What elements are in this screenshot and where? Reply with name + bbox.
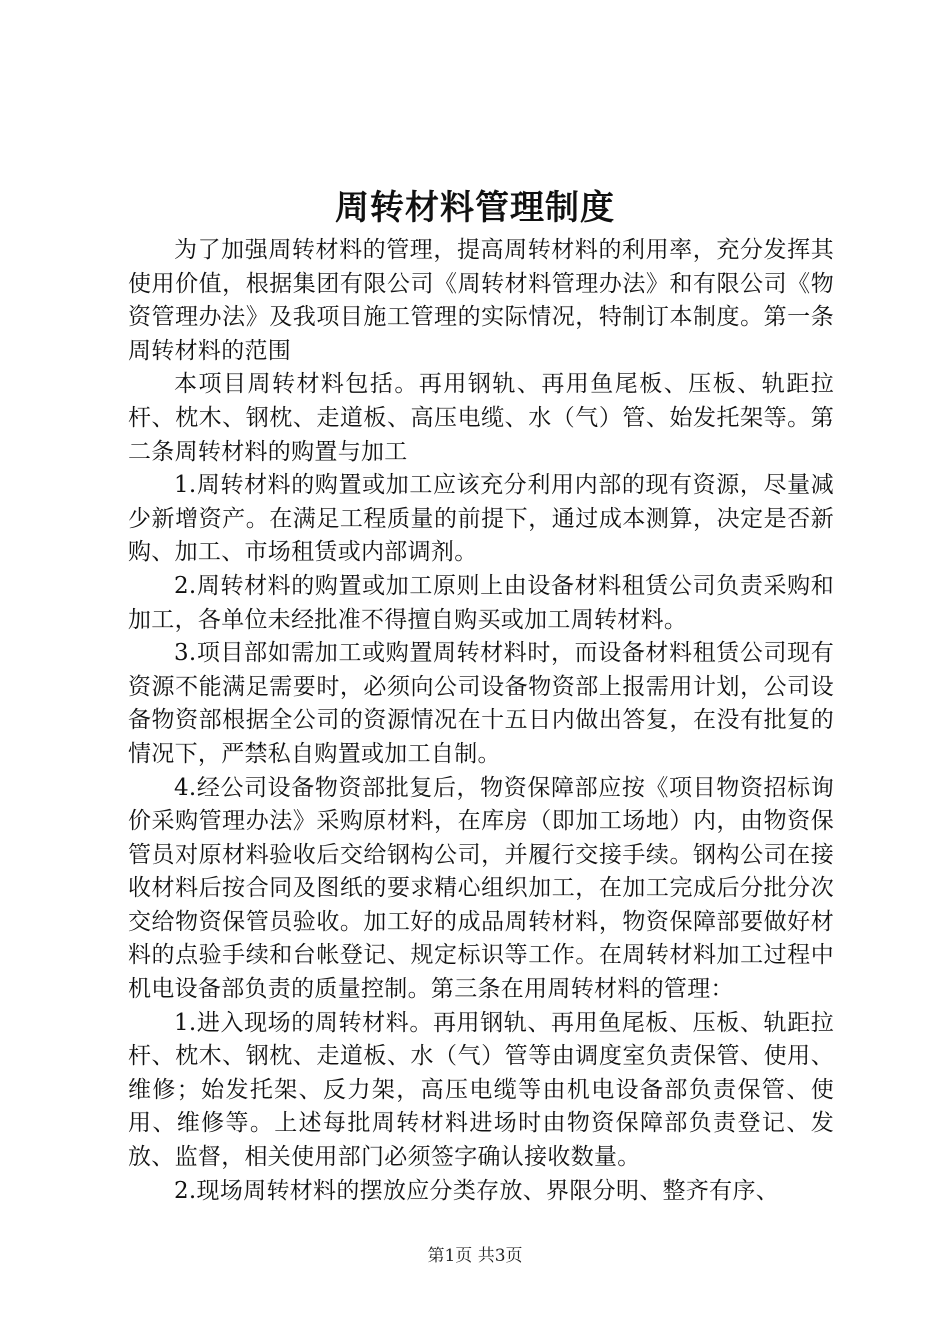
page-footer: 第1页 共3页 (427, 1246, 523, 1266)
paragraph: 1.进入现场的周转材料。再用钢轨、再用鱼尾板、压板、轨距拉杆、枕木、钢枕、走道板、水（气）管等由调度室负责保管、使用、维修；始发托架、反力架，高压电缆等由机电设备部负责保管、使用、维修等。上述每批周转材料进场时由物资保障部负责登记、发放、监督，相关使用部门必须签字确认接收数量。 (128, 1009, 834, 1171)
paragraph: 1.周转材料的购置或加工应该充分利用内部的现有资源，尽量减少新增资产。在满足工程质量的前提下，通过成本测算，决定是否新购、加工、市场租赁或内部调剂。 (128, 472, 834, 566)
paragraph: 4.经公司设备物资部批复后，物资保障部应按《项目物资招标询价采购管理办法》采购原材料，在库房（即加工场地）内，由物资保管员对原材料验收后交给钢构公司，并履行交接手续。钢构公司在接收材料后按合同及图纸的要求精心组织加工，在加工完成后分批分次交给物资保管员验收。加工好的成品周转材料，物资保障部要做好材料的点验手续和台帐登记、规定标识等工作。在周转材料加工过程中机电设备部负责的质量控制。第三条在用周转材料的管理： (128, 774, 834, 1003)
document-title: 周转材料管理制度 (335, 188, 615, 228)
paragraph: 本项目周转材料包括。再用钢轨、再用鱼尾板、压板、轨距拉杆、枕木、钢枕、走道板、高压电缆、水（气）管、始发托架等。第二条周转材料的购置与加工 (128, 371, 834, 465)
paragraph: 为了加强周转材料的管理，提高周转材料的利用率，充分发挥其使用价值，根据集团有限公司《周转材料管理办法》和有限公司《物资管理办法》及我项目施工管理的实际情况，特制订本制度。第一条周转材料的范围 (128, 237, 834, 364)
paragraph: 2.现场周转材料的摆放应分类存放、界限分明、整齐有序、 (174, 1177, 780, 1204)
paragraph: 2.周转材料的购置或加工原则上由设备材料租赁公司负责采购和加工，各单位未经批准不得擅自购买或加工周转材料。 (128, 572, 834, 633)
document-body (128, 234, 834, 1208)
paragraph: 3.项目部如需加工或购置周转材料时，而设备材料租赁公司现有资源不能满足需要时，必须向公司设备物资部上报需用计划，公司设备物资部根据全公司的资源情况在十五日内做出答复，在没有批复的情况下，严禁私自购置或加工自制。 (128, 640, 834, 767)
